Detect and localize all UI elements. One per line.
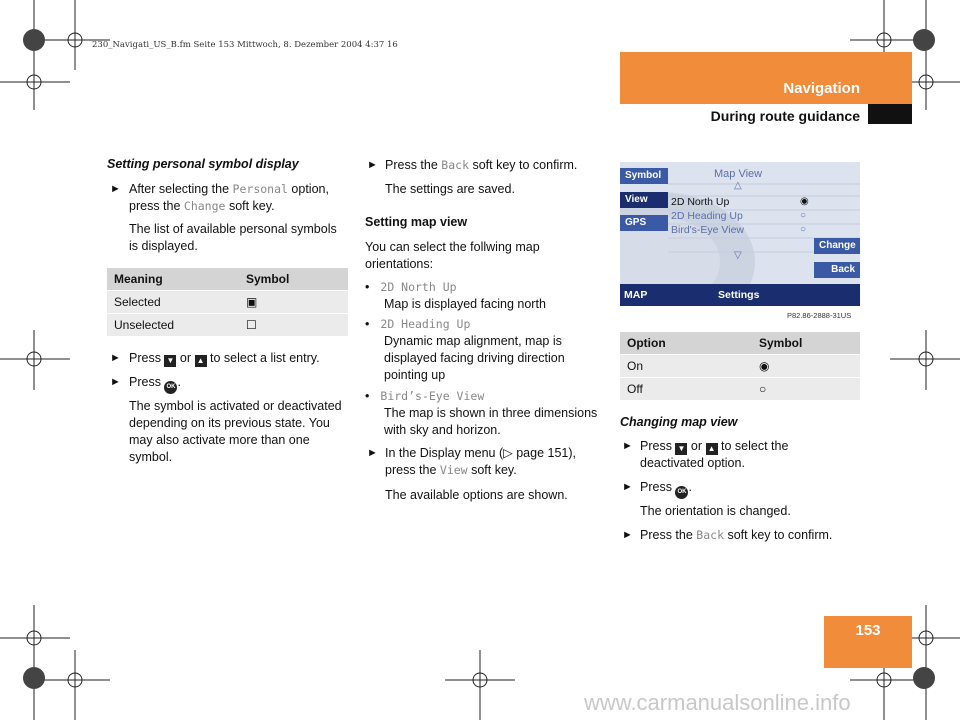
figure-caption: P82.86-2888-31US [787, 311, 852, 320]
file-info: 230_Navigati_US_B.fm Seite 153 Mittwoch, 8. Dezember 2004 4:37 16 [92, 40, 398, 50]
softkey-symbol[interactable]: Symbol [620, 168, 668, 184]
option-heading-up[interactable]: 2D Heading Up [671, 210, 743, 222]
map-view-screen [620, 162, 860, 306]
option-north-up[interactable]: 2D North Up [671, 196, 730, 208]
note-symbol-activated: The symbol is activated or deactivated depending on its previous state. You may also activate more than one symbol. [129, 399, 342, 464]
symbol-table: Meaning Symbol Selected ▣ Unselected ☐ [107, 268, 348, 337]
softkey-gps[interactable]: GPS [620, 215, 668, 231]
note-saved: The settings are saved. [385, 182, 515, 196]
bar-settings-label: Settings [718, 289, 760, 301]
arrow-up-icon: △ [734, 180, 742, 191]
radio-empty-icon: ○ [800, 224, 807, 235]
orientation-bullet: • 2D North Up Map is displayed facing north [365, 280, 546, 311]
step-back-confirm: Press the Back soft key to confirm. [385, 158, 578, 172]
step-select-option: Press ▼ or ▲ to select the deactivated option. [640, 439, 789, 470]
arrow-down-icon: ▽ [734, 250, 742, 261]
arrow-bullet-icon: ► [622, 481, 633, 493]
radio-selected-icon: ◉ [800, 196, 809, 207]
radio-empty-icon: ○ [800, 210, 807, 221]
intro-orientations: You can select the follwing map orientations: [365, 240, 540, 271]
arrow-bullet-icon: ► [622, 529, 633, 541]
arrow-bullet-icon: ► [367, 159, 378, 171]
screen-title: Map View [714, 168, 763, 180]
up-key-icon: ▲ [195, 355, 207, 367]
heading-map-view: Setting map view [365, 215, 468, 229]
step-back-confirm-2: Press the Back soft key to confirm. [640, 528, 833, 542]
section-title: Navigation [783, 80, 860, 97]
orientation-bullet: • 2D Heading Up Dynamic map alignment, map is displayed facing driving direction pointing up [365, 317, 565, 382]
heading-changing-map-view: Changing map view [620, 415, 738, 429]
step-display-menu: In the Display menu (▷ page 151), press the View soft key. [385, 446, 576, 477]
step-select-entry: Press ▼ or ▲ to select a list entry. [129, 351, 320, 365]
screen-status-bar [620, 284, 860, 306]
down-key-icon: ▼ [164, 355, 176, 367]
note-orientation-changed: The orientation is changed. [640, 504, 791, 518]
arrow-bullet-icon: ► [622, 440, 633, 452]
header-band [620, 52, 912, 104]
note-list-displayed: The list of available personal symbols is displayed. [129, 222, 337, 253]
option-table: Option Symbol On ◉ Off ○ [620, 332, 860, 401]
orientation-bullet: • Bird’s-Eye View The map is shown in three dimensions with sky and horizon. [365, 389, 598, 437]
header-marker [868, 104, 912, 124]
softkey-back[interactable]: Back [814, 262, 860, 278]
softkey-view[interactable]: View [620, 192, 668, 208]
option-birds-eye[interactable]: Bird's-Eye View [671, 224, 745, 236]
heading-personal-symbol: Setting personal symbol display [107, 157, 299, 171]
ok-key-icon: OK [675, 486, 688, 499]
watermark: www.carmanualsonline.info [584, 690, 851, 715]
step-press-ok-2: Press OK . [640, 479, 692, 499]
arrow-bullet-icon: ► [367, 447, 378, 459]
step-select-personal: After selecting the Personal option, press the Change soft key. [129, 182, 329, 213]
step-press-ok: Press OK . [129, 374, 181, 394]
bar-map-label: MAP [624, 289, 648, 301]
page-number-box [824, 616, 912, 668]
arrow-bullet-icon: ► [110, 376, 121, 388]
down-key-icon: ▼ [675, 443, 687, 455]
subsection-title: During route guidance [710, 108, 860, 124]
up-key-icon: ▲ [706, 443, 718, 455]
softkey-change[interactable]: Change [814, 238, 860, 254]
ok-key-icon: OK [164, 381, 177, 394]
page-number: 153 [855, 622, 881, 639]
arrow-bullet-icon: ► [110, 183, 121, 195]
arrow-bullet-icon: ► [110, 352, 121, 364]
note-options-shown: The available options are shown. [385, 488, 568, 502]
